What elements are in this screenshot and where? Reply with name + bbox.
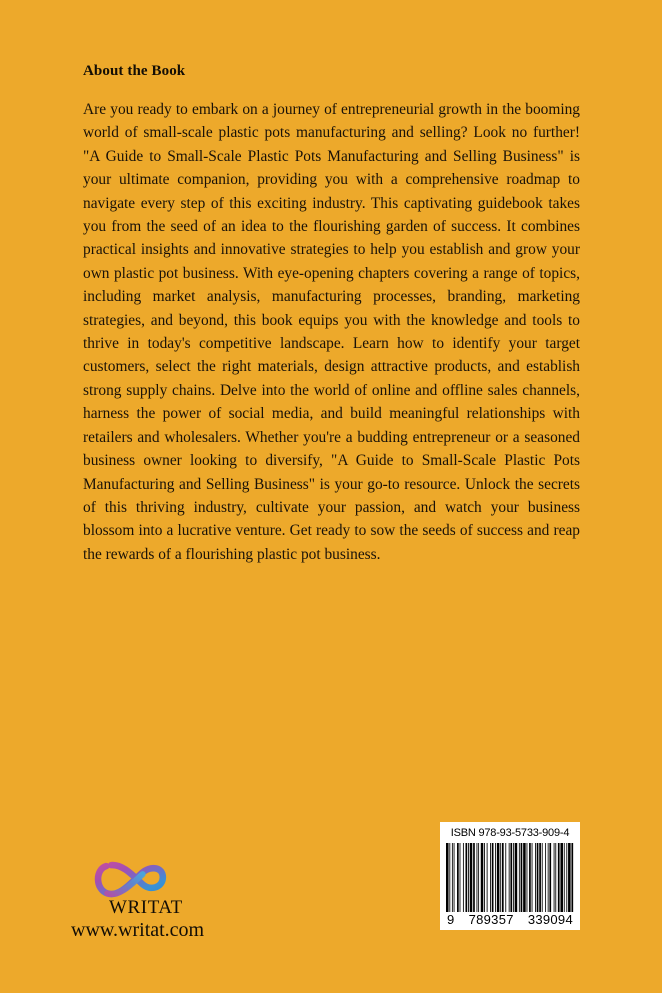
about-the-book-body-text: Are you ready to embark on a journey of entrepreneurial growth in the booming world of small-scale plastic pots manufacturing and selling? Look no further! "A Guide to Small-Scale Plastic Pots Manufacturing and Selling Business" is your ultimate companion, providing you with a comprehensive roadmap to navigate every step of this exciting industry. This captivating guidebook takes you from the seed of an idea to the flourishing garden of success. It combines practical insights and innovative strategies to help you establish and grow your own plastic pot business. With eye-opening chapters covering a range of topics, including market analysis, manufacturing processes, branding, marketing strategies, and beyond, this book equips you with the knowledge and tools to thrive in today's competitive landscape. Learn how to identify your target customers, select the right materials, design attractive products, and establish strong supply chains. Delve into the world of online and offline sales channels, harness the power of social media, and build meaningful relationships with retailers and wholesalers. Whether you're a budding entrepreneur or a seasoned business owner looking to diversify, "A Guide to Small-Scale Plastic Pots Manufacturing and Selling Business" is your go-to resource. Unlock the secrets of this thriving industry, cultivate your passion, and watch your business blossom into a lucrative venture. Get ready to sow the seeds of success and reap the rewards of a flourishing plastic pot business. [83,101,580,563]
barcode-bars [446,843,574,912]
barcode-digit-group-2: 789357 [468,912,514,927]
about-the-book-section [83,63,580,566]
publisher-website: www.writat.com [71,919,205,941]
barcode-digit-group-1: 9 [447,912,455,927]
about-the-book-heading: About the Book [83,63,186,79]
barcode-digit-group-3: 339094 [527,912,573,927]
barcode-digit-row [446,913,574,927]
isbn-number-label: ISBN 978-93-5733-909-4 [450,827,570,839]
publisher-name: WRITAT [109,897,183,918]
isbn-barcode-panel [440,822,580,930]
publisher-logo-area [71,856,313,941]
